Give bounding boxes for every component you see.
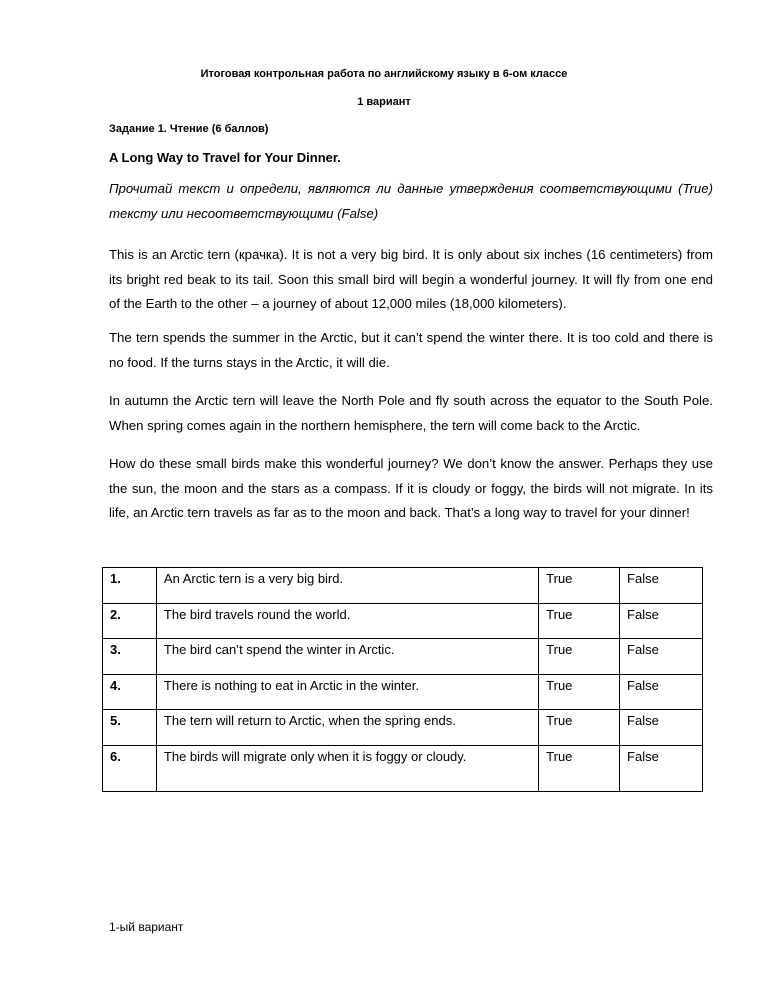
reading-paragraph-3: In autumn the Arctic tern will leave the North Pole and fly south across the equator to the South Pole. When spring comes again in the northern hemisphere, the tern will come back to the Arctic. xyxy=(109,393,713,433)
table-row xyxy=(103,674,703,710)
statement-number: 5. xyxy=(103,710,157,746)
statement-number: 6. xyxy=(103,745,157,791)
statement-text: An Arctic tern is a very big bird. xyxy=(156,568,538,604)
statement-text: The tern will return to Arctic, when the spring ends. xyxy=(156,710,538,746)
false-option[interactable]: False xyxy=(620,674,703,710)
statement-text: The birds will migrate only when it is foggy or cloudy. xyxy=(156,745,538,791)
page-footer: 1-ый вариант xyxy=(109,920,184,934)
statement-number: 4. xyxy=(103,674,157,710)
true-option[interactable]: True xyxy=(539,710,620,746)
table-row xyxy=(103,603,703,639)
reading-paragraph-1: This is an Arctic tern (крачка). It is not a very big bird. It is only about six inches (16 centimeters) from its bright red beak to its tail. Soon this small bird will begin a wonderful journey. It will fly from one end of the Earth to the other – a journey of about 12,000 miles (18,000 kilometers). xyxy=(109,247,713,311)
table-row xyxy=(103,745,703,791)
true-false-table xyxy=(102,567,703,792)
statement-number: 3. xyxy=(103,639,157,675)
true-option[interactable]: True xyxy=(539,745,620,791)
statement-number: 1. xyxy=(103,568,157,604)
false-option[interactable]: False xyxy=(620,745,703,791)
true-option[interactable]: True xyxy=(539,674,620,710)
reading-paragraph-4: How do these small birds make this wonderful journey? We don’t know the answer. Perhaps they use the sun, the moon and the stars as a compass. If it is cloudy or foggy, the birds will not migrate. In its life, an Arctic tern travels as far as to the moon and back. That’s a long way to travel for your dinner! xyxy=(109,456,713,520)
false-option[interactable]: False xyxy=(620,710,703,746)
true-option[interactable]: True xyxy=(539,568,620,604)
table-row xyxy=(103,710,703,746)
true-option[interactable]: True xyxy=(539,603,620,639)
table-row xyxy=(103,568,703,604)
variant-label: 1 вариант xyxy=(357,96,411,108)
statement-text: There is nothing to eat in Arctic in the winter. xyxy=(156,674,538,710)
document-title: Итоговая контрольная работа по английскому языку в 6-ом классе xyxy=(200,68,568,80)
task-instruction: Прочитай текст и определи, являются ли данные утверждения соответствующими (True) тексту или несоответствующими (False) xyxy=(109,181,713,221)
reading-paragraph-2: The tern spends the summer in the Arctic, but it can’t spend the winter there. It is too cold and there is no food. If the turns stays in the Arctic, it will die. xyxy=(109,330,713,370)
reading-text-title: A Long Way to Travel for Your Dinner. xyxy=(109,150,341,165)
false-option[interactable]: False xyxy=(620,603,703,639)
task-heading: Задание 1. Чтение (6 баллов) xyxy=(109,123,269,135)
false-option[interactable]: False xyxy=(620,568,703,604)
table-row xyxy=(103,639,703,675)
statement-text: The bird travels round the world. xyxy=(156,603,538,639)
statement-text: The bird can’t spend the winter in Arctic. xyxy=(156,639,538,675)
statement-number: 2. xyxy=(103,603,157,639)
true-option[interactable]: True xyxy=(539,639,620,675)
false-option[interactable]: False xyxy=(620,639,703,675)
